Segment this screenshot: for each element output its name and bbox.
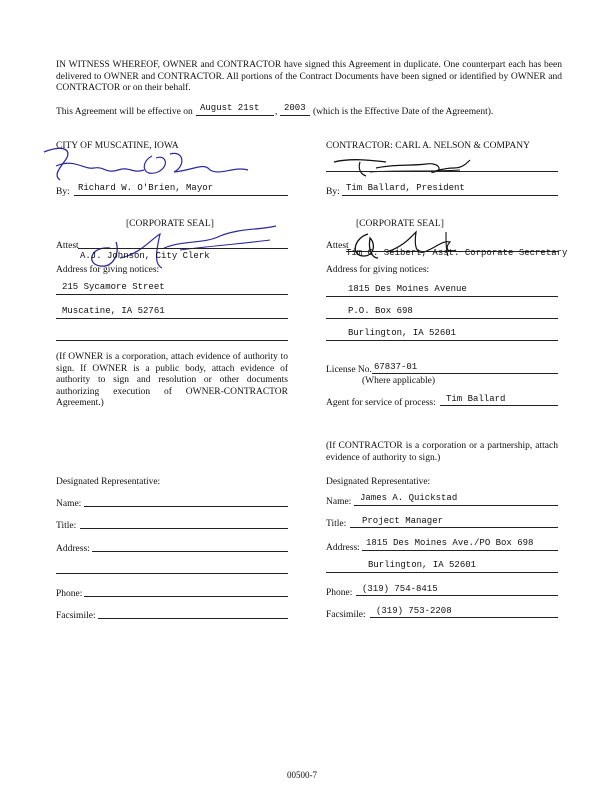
owner-address-rep-line2 [56, 573, 288, 574]
contractor-address-rep-line1: 1815 Des Moines Ave./PO Box 698 [366, 538, 534, 548]
contractor-phone-value: (319) 754-8415 [362, 584, 438, 594]
contractor-address-line1-rule [326, 296, 558, 297]
contractor-phone-line [356, 595, 558, 596]
witness-paragraph: IN WITNESS WHEREOF, OWNER and CONTRACTOR have signed this Agreement in duplicate. One counterpart each has been delivered to OWNER and CONTRACTOR. All portions of the Contract Documents have been signed or identified by OWNER and CONTRACTOR or on their behalf. [56, 60, 562, 94]
owner-fax-label: Facsimile: [56, 611, 96, 621]
contractor-address-line3: Burlington, IA 52601 [348, 328, 457, 338]
contractor-license-label: License No. [326, 365, 372, 375]
contractor-license-value: 67837-01 [374, 362, 418, 372]
contractor-address-rep-label: Address: [326, 543, 360, 553]
owner-note: (If OWNER is a corporation, attach evidence of authority to sign. If OWNER is a public body, attach evidence of authority to sign and resolution or other documents authorizing execution of OWNER-CONTRACTOR Agreement.) [56, 352, 288, 409]
contractor-name-label: Name: [326, 497, 352, 507]
contractor-address-rep-line1-rule [362, 550, 558, 551]
contractor-by-line [342, 195, 558, 196]
owner-phone-line [84, 596, 288, 597]
owner-by-value: Richard W. O'Brien, Mayor [78, 183, 214, 193]
owner-phone-label: Phone: [56, 589, 83, 599]
contractor-seal: [CORPORATE SEAL] [356, 219, 444, 229]
contractor-address-line2-rule [326, 318, 558, 319]
contractor-agent-label: Agent for service of process: [326, 398, 436, 408]
contractor-phone-label: Phone: [326, 588, 353, 598]
owner-address-line3-rule [56, 340, 288, 341]
effective-prefix: This Agreement will be effective on [56, 107, 193, 117]
effective-comma: , [275, 107, 278, 117]
owner-address-label: Address for giving notices: [56, 265, 160, 275]
contractor-fax-line [370, 617, 558, 618]
owner-address-line2-rule [56, 318, 288, 319]
contractor-title-label: Title: [326, 519, 347, 529]
contractor-where-applicable: (Where applicable) [362, 376, 436, 386]
owner-name-line [84, 506, 288, 507]
owner-attest-value: A.J. Johnson, City Clerk [80, 251, 210, 261]
page-number: 00500-7 [287, 770, 317, 780]
contractor-fax-label: Facsimile: [326, 610, 366, 620]
effective-date-line [196, 115, 274, 116]
owner-attest-line [78, 248, 288, 249]
contractor-address-rep-line2-rule [326, 572, 558, 573]
contractor-address-line1: 1815 Des Moines Avenue [348, 284, 467, 294]
contractor-address-label: Address for giving notices: [326, 265, 430, 275]
contractor-address-rep-line2: Burlington, IA 52601 [368, 560, 477, 570]
owner-title-line [80, 528, 288, 529]
contractor-sign-line [326, 171, 558, 172]
owner-fax-line [98, 618, 288, 619]
owner-address-line2: Muscatine, IA 52761 [62, 306, 165, 316]
contractor-fax-value: (319) 753-2208 [376, 606, 452, 616]
contractor-header: CONTRACTOR: CARL A. NELSON & COMPANY [326, 141, 530, 151]
contractor-name-line [354, 505, 558, 506]
contractor-address-line3-rule [326, 340, 558, 341]
contractor-attest-value: Tim C. Seibert, Asst. Corporate Secretary [346, 248, 568, 258]
contractor-agent-line [440, 405, 558, 406]
effective-year-line [280, 115, 310, 116]
president-signature [330, 154, 480, 180]
contractor-title-value: Project Manager [362, 516, 444, 526]
contractor-address-line2: P.O. Box 698 [348, 306, 413, 316]
contractor-name-value: James A. Quickstad [360, 493, 458, 503]
contractor-by-value: Tim Ballard, President [346, 183, 465, 193]
contractor-attest-label: Attest [326, 241, 349, 251]
owner-designated-rep-label: Designated Representative: [56, 477, 161, 487]
owner-attest-label: Attest [56, 241, 79, 251]
contractor-license-line [372, 373, 558, 374]
owner-seal: [CORPORATE SEAL] [126, 219, 214, 229]
owner-address-line1: 215 Sycamore Street [62, 282, 165, 292]
contractor-designated-rep-label: Designated Representative: [326, 477, 431, 487]
contractor-note: (If CONTRACTOR is a corporation or a partnership, attach evidence of authority to sign.) [326, 441, 558, 463]
owner-address-rep-line1 [92, 551, 288, 552]
owner-address-rep-label: Address: [56, 544, 90, 554]
effective-year: 2003 [284, 103, 306, 113]
owner-by-label: By: [56, 187, 70, 197]
contractor-by-label: By: [326, 187, 340, 197]
effective-suffix: (which is the Effective Date of the Agreement). [313, 107, 494, 117]
effective-date: August 21st [200, 103, 260, 113]
owner-by-line [74, 195, 288, 196]
owner-header: CITY OF MUSCATINE, IOWA [56, 141, 179, 151]
owner-title-label: Title: [56, 521, 77, 531]
contractor-agent-value: Tim Ballard [446, 394, 506, 404]
contractor-title-line [350, 527, 558, 528]
owner-name-label: Name: [56, 499, 82, 509]
owner-address-line1-rule [56, 294, 288, 295]
